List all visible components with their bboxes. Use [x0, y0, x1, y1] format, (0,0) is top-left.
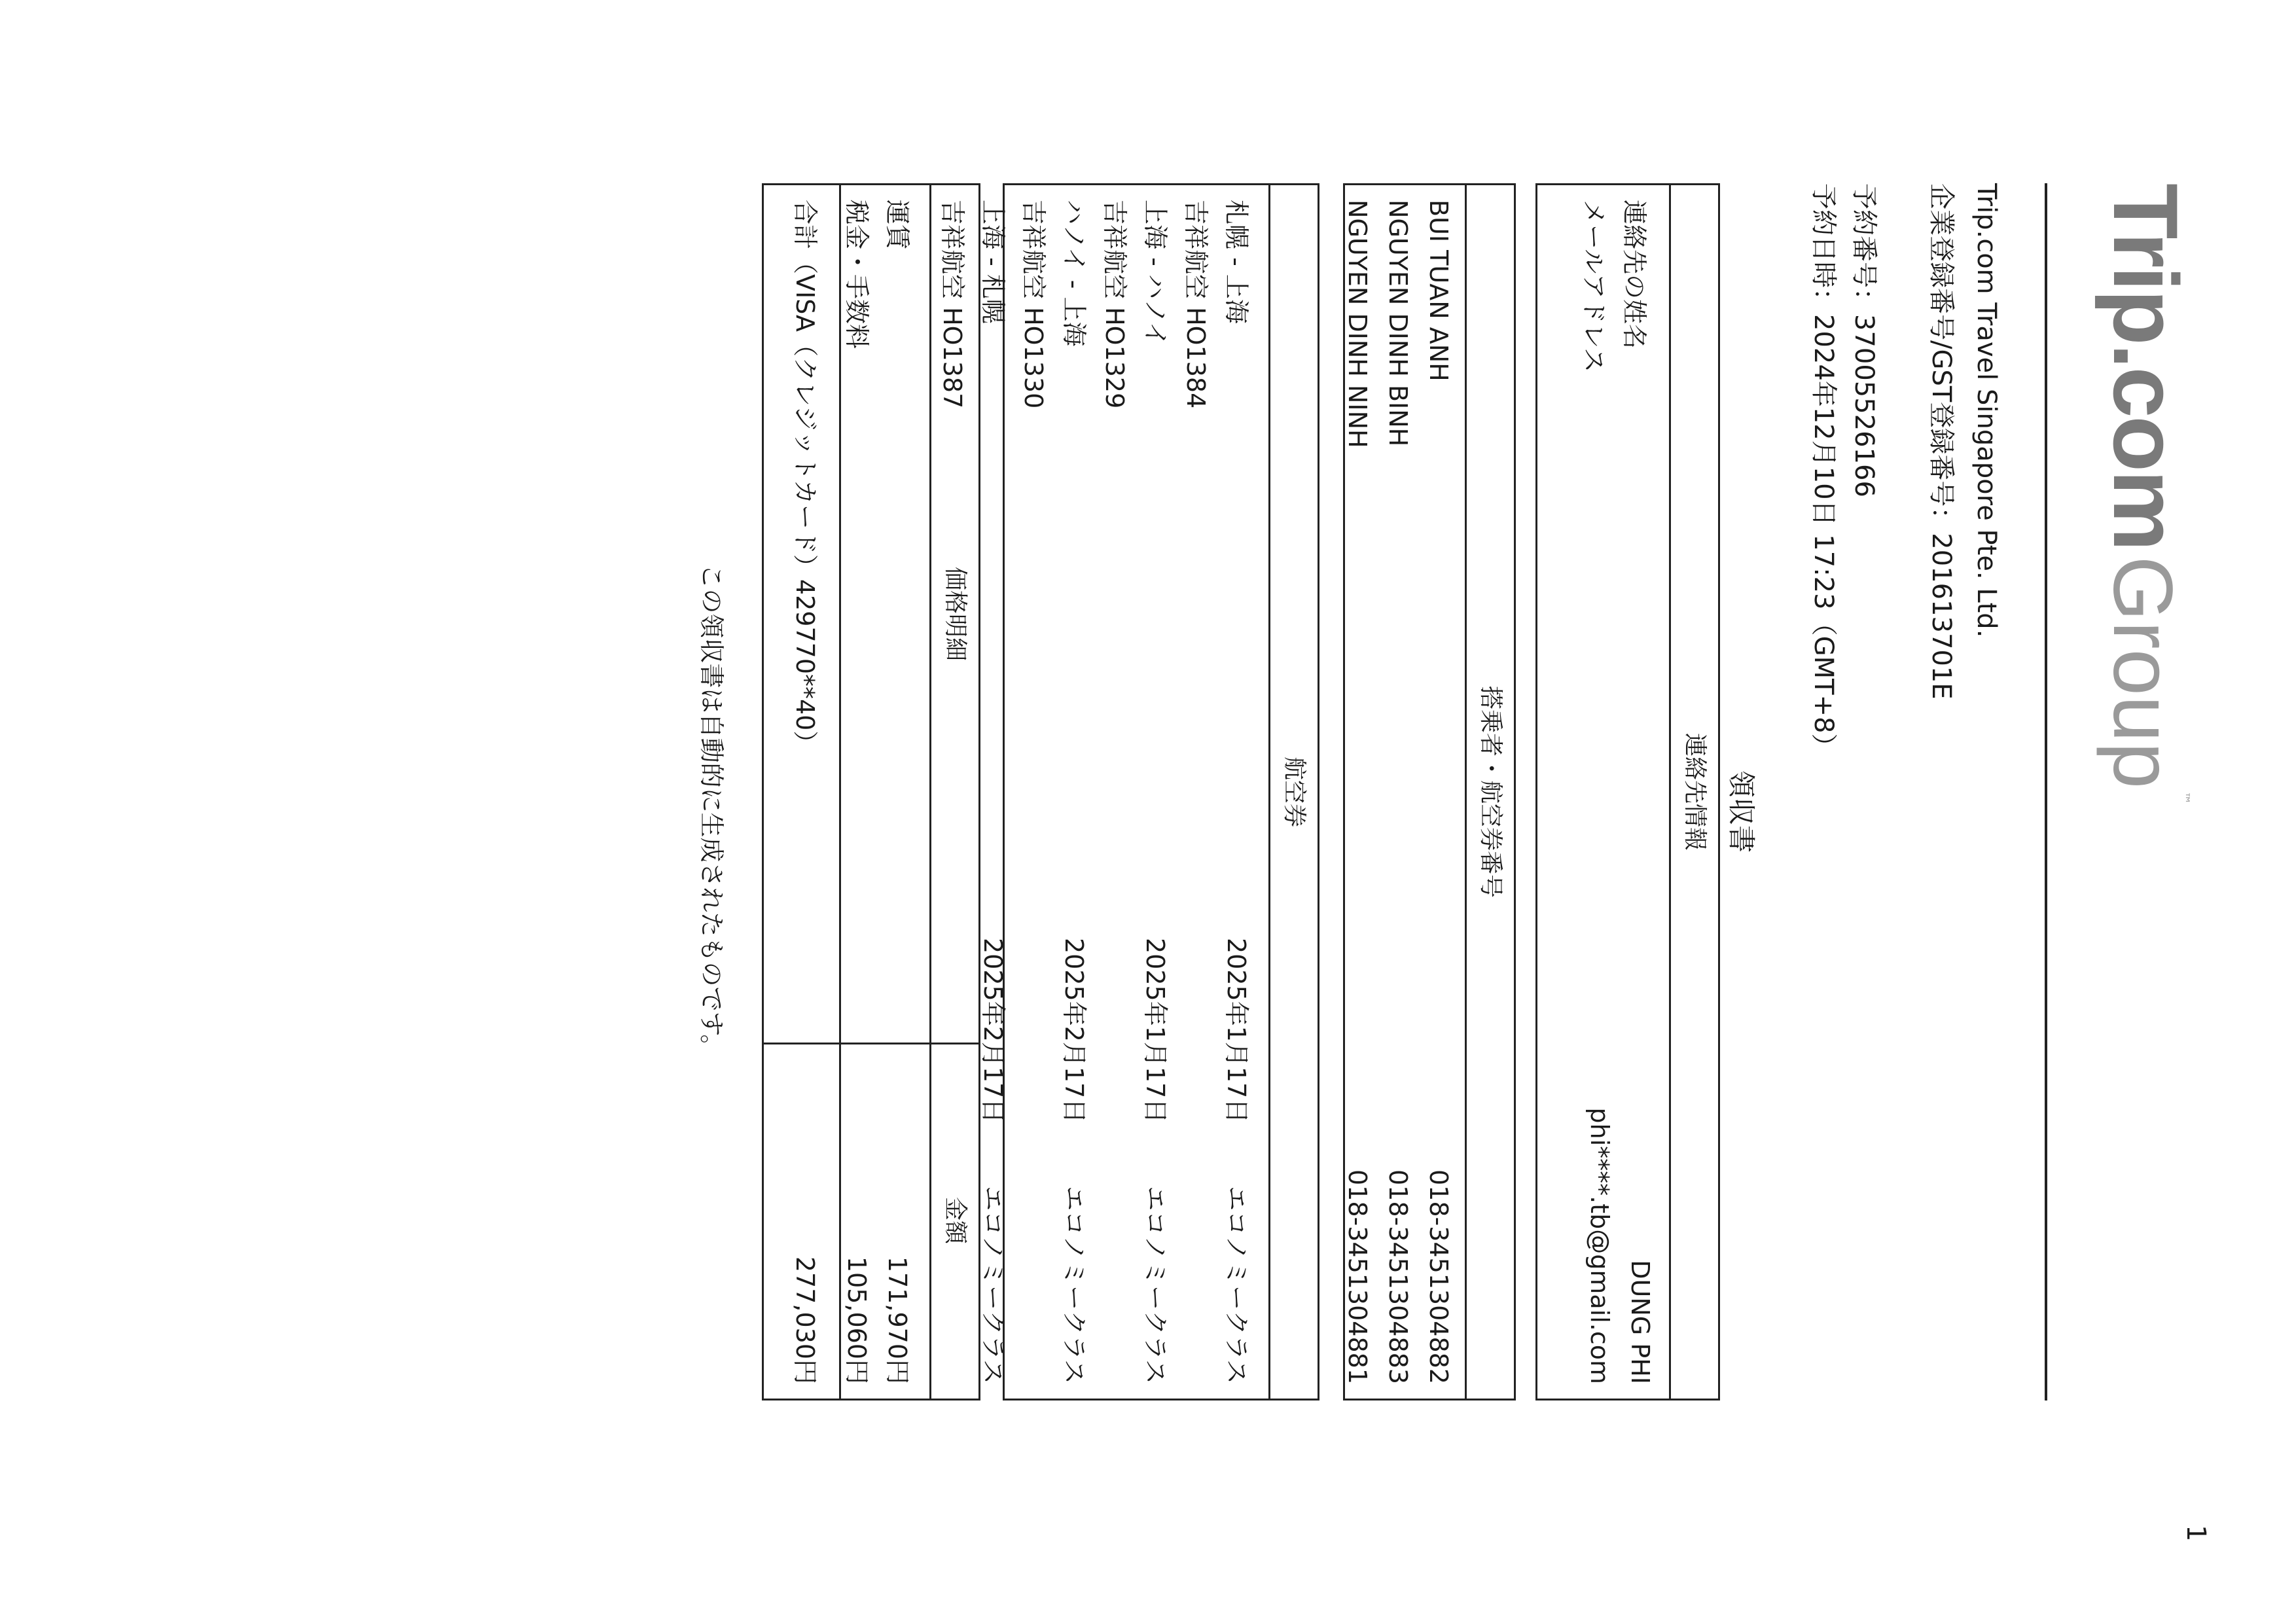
contact-name-label: 連絡先の姓名: [1620, 200, 1649, 349]
flight-class: エコノミークラス: [1060, 1186, 1088, 1384]
table-row: [1339, 185, 1380, 1399]
reservation-number: 予約番号：3700552616​6: [1849, 183, 1879, 497]
flight-route: 札幌 - 上海: [1222, 200, 1251, 324]
total-label: 合計（VISA（クレジットカード）429770**40）: [791, 200, 819, 756]
header-divider: [2045, 183, 2047, 1400]
total-divider: [839, 185, 841, 1399]
flight-class: エコノミークラス: [1222, 1186, 1251, 1384]
total-row: [793, 185, 833, 1399]
table-row: [1224, 185, 1265, 1399]
table-row: [844, 185, 885, 1399]
tax-label: 税金・手数料: [842, 200, 871, 349]
fare-amount: 171,970円: [883, 1256, 912, 1384]
fare-label: 運賃: [883, 200, 912, 250]
table-row: [1143, 185, 1183, 1399]
table-row: [1622, 185, 1662, 1399]
flight-date: 2025年2月17日: [1060, 938, 1088, 1124]
price-table: [762, 183, 980, 1400]
passenger-name: BUI TUAN ANH: [1424, 200, 1453, 382]
contact-name-value: DUNG PHI: [1626, 1260, 1655, 1384]
reservation-date: 予約日時：2024年12月10日 17:23（GMT+8）: [1808, 183, 1839, 760]
footer-note: この領収書は自動的に生成されたものです。: [697, 563, 726, 1060]
contact-heading: 連絡先情報: [1669, 185, 1718, 1399]
table-row: [1380, 185, 1420, 1399]
flight-date: 2025年2月17日: [978, 938, 1007, 1124]
ticket-number: 018-3451304883: [1384, 1169, 1412, 1384]
logo-sub: Group: [2096, 556, 2189, 789]
table-row: [980, 185, 1021, 1399]
trip-com-group-logo: [2094, 183, 2197, 805]
passengers-heading: 搭乗者・航空券番号: [1465, 185, 1514, 1399]
flight-route: ハノイ - 上海: [1060, 200, 1088, 347]
ticket-number: 018-3451304881: [1343, 1169, 1372, 1384]
flight-date: 2025年1月17日: [1141, 938, 1170, 1124]
ticket-number: 018-3451304882: [1424, 1169, 1453, 1384]
flight-class: エコノミークラス: [1141, 1186, 1170, 1384]
table-row: [1102, 185, 1143, 1399]
flight-number: 吉祥航空 HO1329: [1100, 200, 1129, 409]
flight-route: 上海 - ハノイ: [1141, 200, 1170, 347]
logo-main: Trip.com: [2094, 183, 2197, 550]
flight-date: 2025年1月17日: [1222, 938, 1251, 1124]
passengers-table: [1343, 183, 1516, 1400]
total-amount: 277,030円: [791, 1256, 819, 1384]
table-row: [1581, 185, 1622, 1399]
passenger-name: NGUYEN DINH BINH: [1384, 200, 1412, 447]
table-row: [1183, 185, 1224, 1399]
logo-trademark: ™: [2177, 791, 2193, 805]
price-heading: [929, 185, 978, 1399]
gst-registration: 企業登録番号/GST登録番号：201613701E: [1926, 183, 1956, 700]
page-number: 1: [2181, 1525, 2211, 1542]
price-detail-heading: 価格明細: [942, 566, 969, 661]
amount-heading: 金額: [942, 1196, 969, 1244]
document-title: 領収書: [1725, 770, 1757, 853]
flight-number: 吉祥航空 HO1387: [938, 200, 967, 409]
flight-route: 上海 - 札幌: [978, 200, 1007, 324]
flight-number: 吉祥航空 HO1330: [1019, 200, 1048, 409]
table-row: [1062, 185, 1102, 1399]
flight-class: エコノミークラス: [978, 1186, 1007, 1384]
passenger-name: NGUYEN DINH NINH: [1343, 200, 1372, 448]
contact-email-label: メールアドレス: [1579, 200, 1608, 373]
company-name: Trip.com Travel Singapore Pte. Ltd.: [1971, 183, 2001, 638]
tax-amount: 105,060円: [842, 1256, 871, 1384]
flights-heading: 航空券: [1268, 185, 1318, 1399]
contact-email-value: phi****.tb@gmail.com: [1585, 1107, 1614, 1384]
flight-number: 吉祥航空 HO1384: [1181, 200, 1210, 409]
contact-table: [1535, 183, 1720, 1400]
table-row: [1021, 185, 1062, 1399]
table-row: [1420, 185, 1461, 1399]
table-row: [885, 185, 925, 1399]
